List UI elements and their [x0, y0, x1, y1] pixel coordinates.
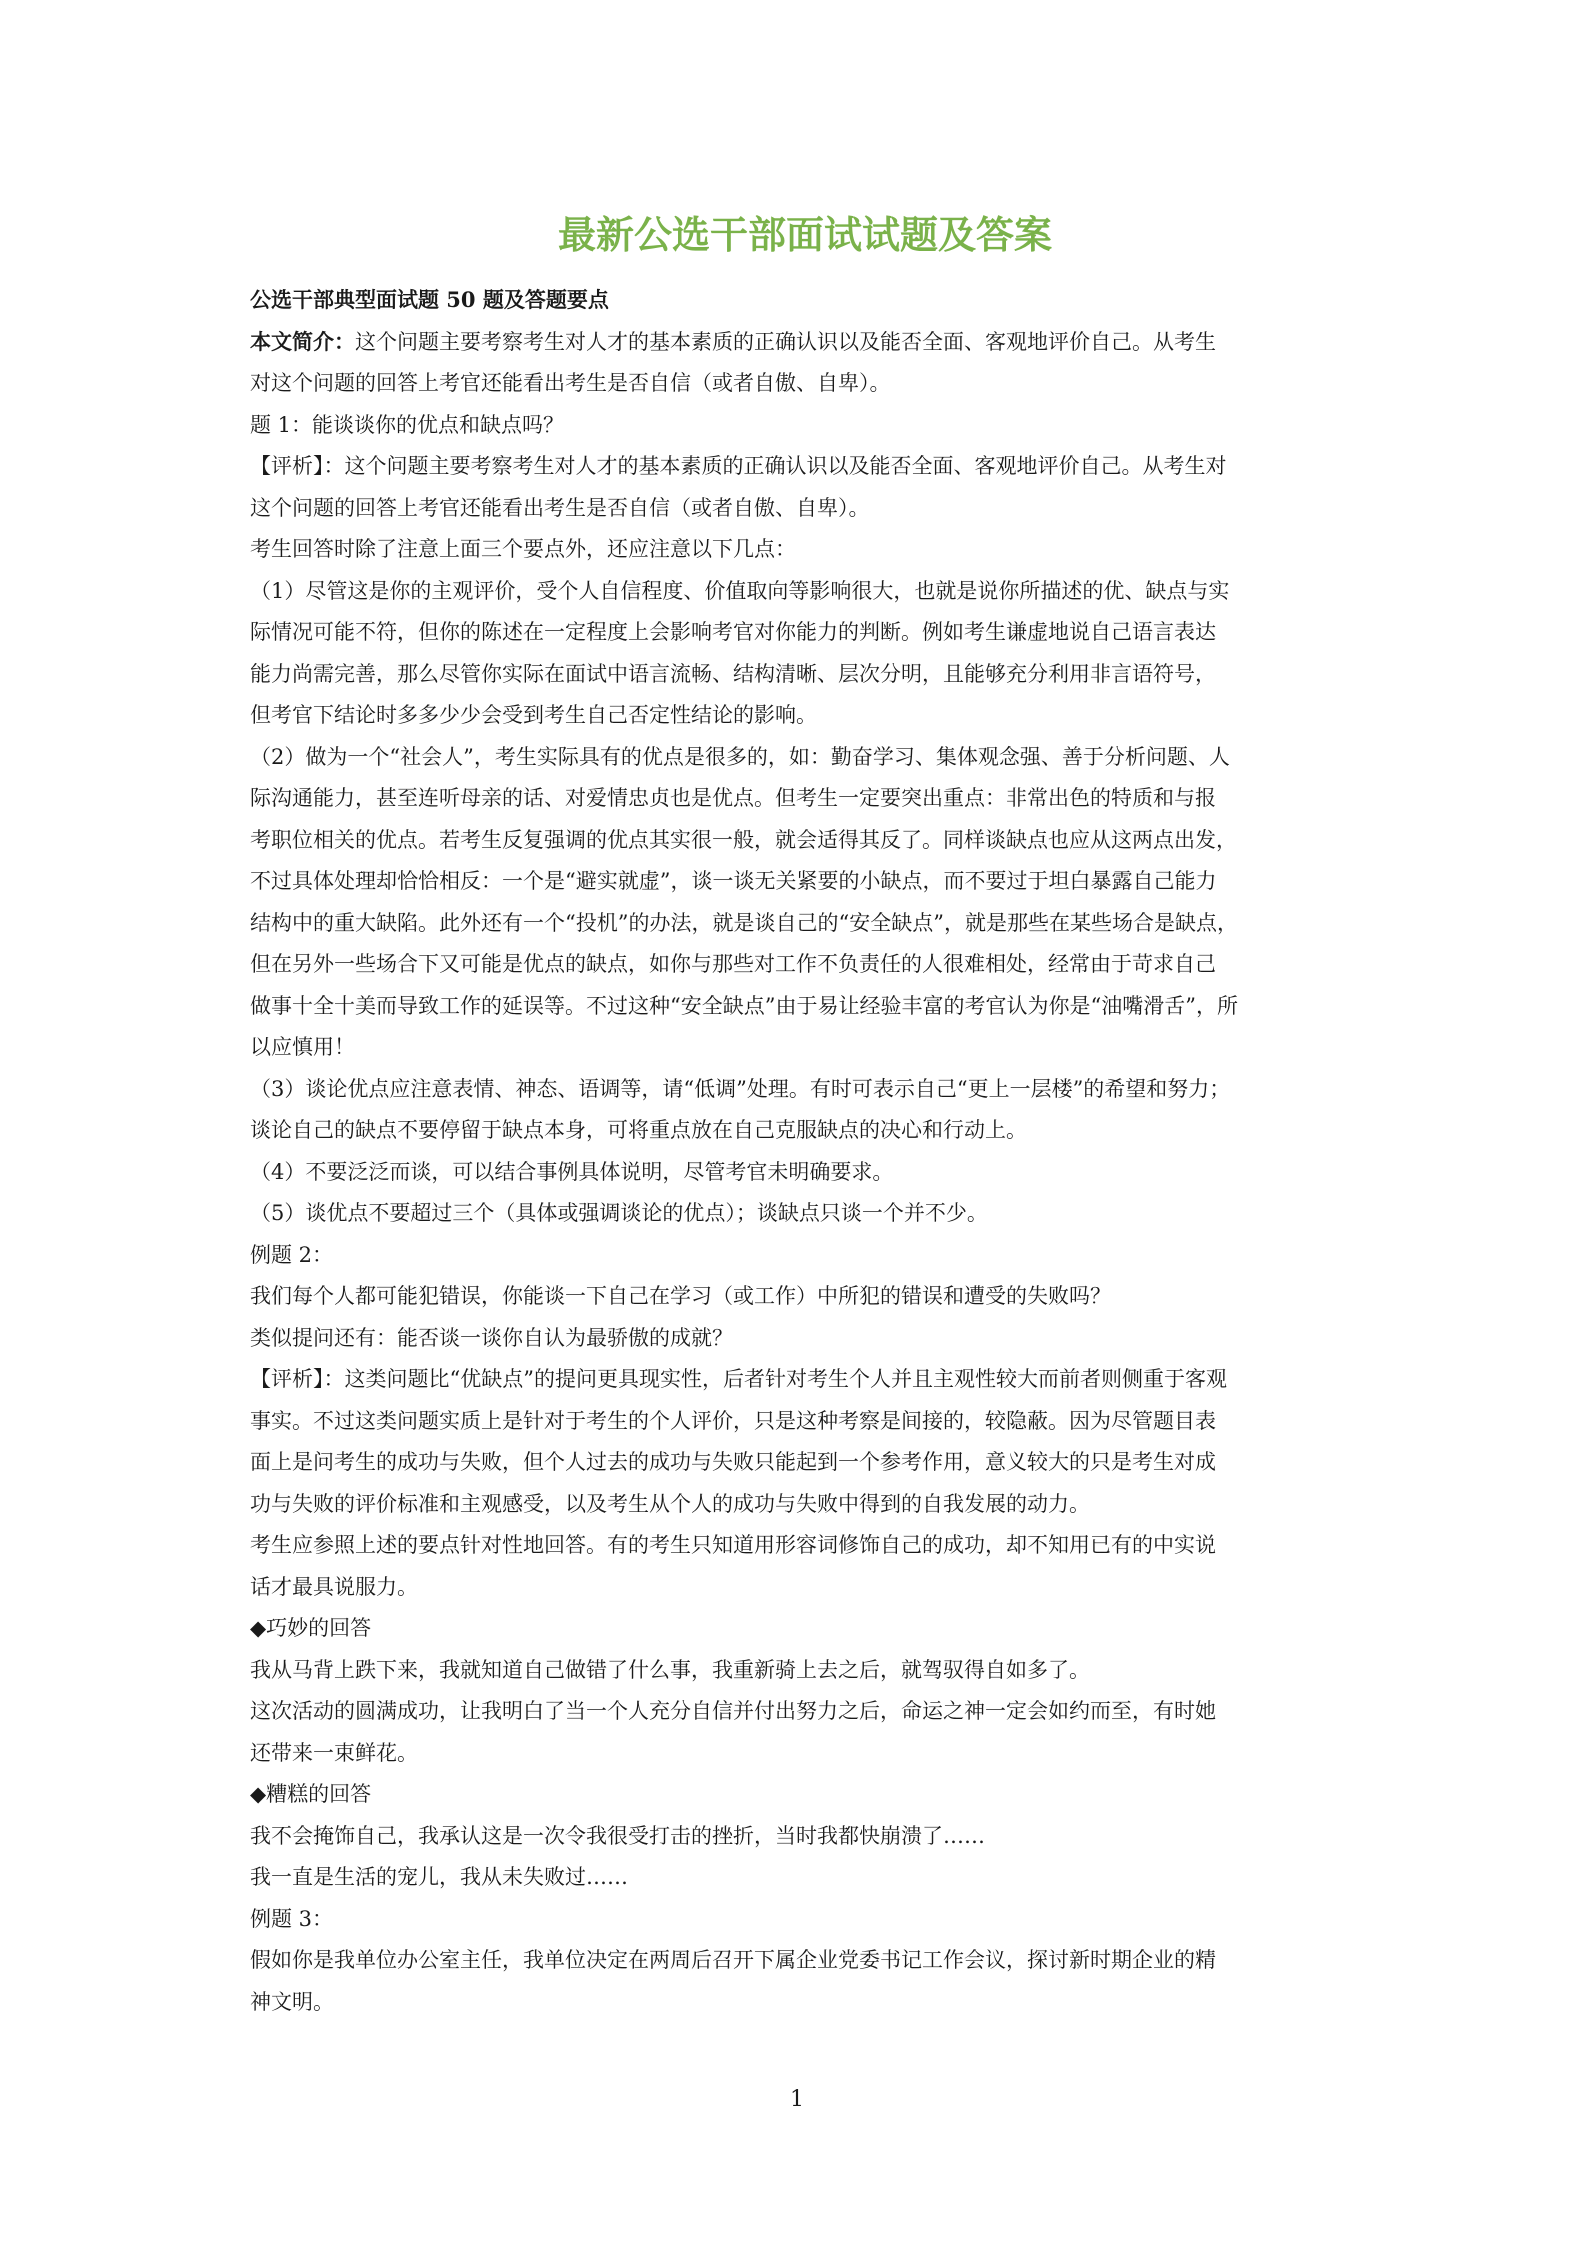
text-line: （3）谈论优点应注意表情、神态、语调等，请“低调”处理。有时可表示自己“更上一层楼”的希望和努力；: [250, 1076, 1231, 1101]
text-line: 类似提问还有：能否谈一谈你自认为最骄傲的成就？: [250, 1325, 733, 1350]
text-line: 考生应参照上述的要点针对性地回答。有的考生只知道用形容词修饰自己的成功，却不知用已有的中实说: [250, 1533, 1216, 1557]
text-line: 【评析】：这类问题比“优缺点”的提问更具现实性，后者针对考生个人并且主观性较大而前者则侧重于客观: [250, 1367, 1227, 1391]
intro-label: 本文简介：: [250, 328, 355, 354]
intro-text: 这个问题主要考察考生对人才的基本素质的正确认识以及能否全面、客观地评价自己。从考生: [355, 329, 1216, 354]
text-line: 事实。不过这类问题实质上是针对于考生的个人评价，只是这种考察是间接的，较隐蔽。因为尽管题目表: [250, 1408, 1216, 1433]
text-line: （4）不要泛泛而谈，可以结合事例具体说明，尽管考官未明确要求。: [250, 1159, 894, 1184]
text-line: 假如你是我单位办公室主任，我单位决定在两周后召开下属企业党委书记工作会议，探讨新时期企业的精: [250, 1948, 1216, 1972]
page-number: 1: [790, 2087, 804, 2112]
text-line: 但在另外一些场合下又可能是优点的缺点，如你与那些对工作不负责任的人很难相处，经常由于苛求自己: [250, 952, 1216, 976]
text-line: 话才最具说服力。: [250, 1574, 418, 1599]
text-line: 结构中的重大缺陷。此外还有一个“投机”的办法，就是谈自己的“安全缺点”，就是那些在某些场合是缺点，: [250, 910, 1238, 935]
text-line: 还带来一束鲜花。: [250, 1740, 418, 1765]
text-line: （5）谈优点不要超过三个（具体或强调谈论的优点）；谈缺点只谈一个并不少。: [250, 1201, 988, 1225]
text-line: 我不会掩饰自己，我承认这是一次令我很受打击的挫折，当时我都快崩溃了……: [250, 1823, 985, 1848]
text-line: 谈论自己的缺点不要停留于缺点本身，可将重点放在自己克服缺点的决心和行动上。: [250, 1118, 1027, 1142]
intro-paragraph-line: [250, 321, 1360, 364]
text-line: 以应慎用！: [250, 1035, 355, 1059]
text-line: 考生回答时除了注意上面三个要点外，还应注意以下几点：: [250, 537, 796, 561]
document-title: 最新公选干部面试试题及答案: [557, 213, 1052, 257]
document-subtitle: 公选干部典型面试题 50 题及答题要点: [250, 287, 609, 312]
intro-paragraph-line: 对这个问题的回答上考官还能看出考生是否自信（或者自傲、自卑）。: [250, 371, 891, 395]
text-line: 例题 3：: [250, 1906, 334, 1931]
text-line: 我们每个人都可能犯错误，你能谈一下自己在学习（或工作）中所犯的错误和遭受的失败吗？: [250, 1284, 1111, 1308]
document-page: [250, 205, 1360, 2023]
text-line: 际沟通能力，甚至连听母亲的话、对爱情忠贞也是优点。但考生一定要突出重点：非常出色的特质和与报: [250, 786, 1216, 810]
text-line: 题 1：能谈谈你的优点和缺点吗？: [250, 412, 565, 437]
text-line: 例题 2：: [250, 1242, 334, 1267]
text-line: 功与失败的评价标准和主观感受，以及考生从个人的成功与失败中得到的自我发展的动力。: [250, 1491, 1090, 1516]
text-line: （1）尽管这是你的主观评价，受个人自信程度、价值取向等影响很大，也就是说你所描述的优、缺点与实: [250, 578, 1230, 603]
text-line: （2）做为一个“社会人”，考生实际具有的优点是很多的，如：勤奋学习、集体观念强、善于分析问题、人: [250, 744, 1230, 769]
text-line: 际情况可能不符，但你的陈述在一定程度上会影响考官对你能力的判断。例如考生谦虚地说自己语言表达: [250, 620, 1216, 644]
text-line: 我从马背上跌下来，我就知道自己做错了什么事，我重新骑上去之后，就驾驭得自如多了。: [250, 1657, 1090, 1682]
text-line: 不过具体处理却恰恰相反：一个是“避实就虚”，谈一谈无关紧要的小缺点，而不要过于坦白暴露自己能力: [250, 869, 1217, 893]
text-line: 面上是问考生的成功与失败，但个人过去的成功与失败只能起到一个参考作用，意义较大的只是考生对成: [250, 1450, 1216, 1474]
text-line: 但考官下结论时多多少少会受到考生自己否定性结论的影响。: [250, 703, 817, 727]
text-line: 考职位相关的优点。若考生反复强调的优点其实很一般，就会适得其反了。同样谈缺点也应从这两点出发，: [250, 827, 1237, 852]
text-line: 这次活动的圆满成功，让我明白了当一个人充分自信并付出努力之后，命运之神一定会如约而至，有时她: [250, 1699, 1216, 1723]
text-line: 能力尚需完善，那么尽管你实际在面试中语言流畅、结构清晰、层次分明，且能够充分利用非言语符号，: [250, 661, 1216, 686]
text-line: 我一直是生活的宠儿，我从未失败过……: [250, 1865, 628, 1889]
text-line: 神文明。: [250, 1989, 334, 2014]
text-line: ◆糟糕的回答: [250, 1782, 372, 1806]
text-line: 【评析】：这个问题主要考察考生对人才的基本素质的正确认识以及能否全面、客观地评价自己。从考生对: [250, 454, 1227, 478]
text-line: 做事十全十美而导致工作的延误等。不过这种“安全缺点”由于易让经验丰富的考官认为你是“油嘴滑舌”，所: [250, 993, 1238, 1018]
text-line: ◆巧妙的回答: [250, 1616, 372, 1640]
text-line: 这个问题的回答上考官还能看出考生是否自信（或者自傲、自卑）。: [250, 495, 870, 520]
